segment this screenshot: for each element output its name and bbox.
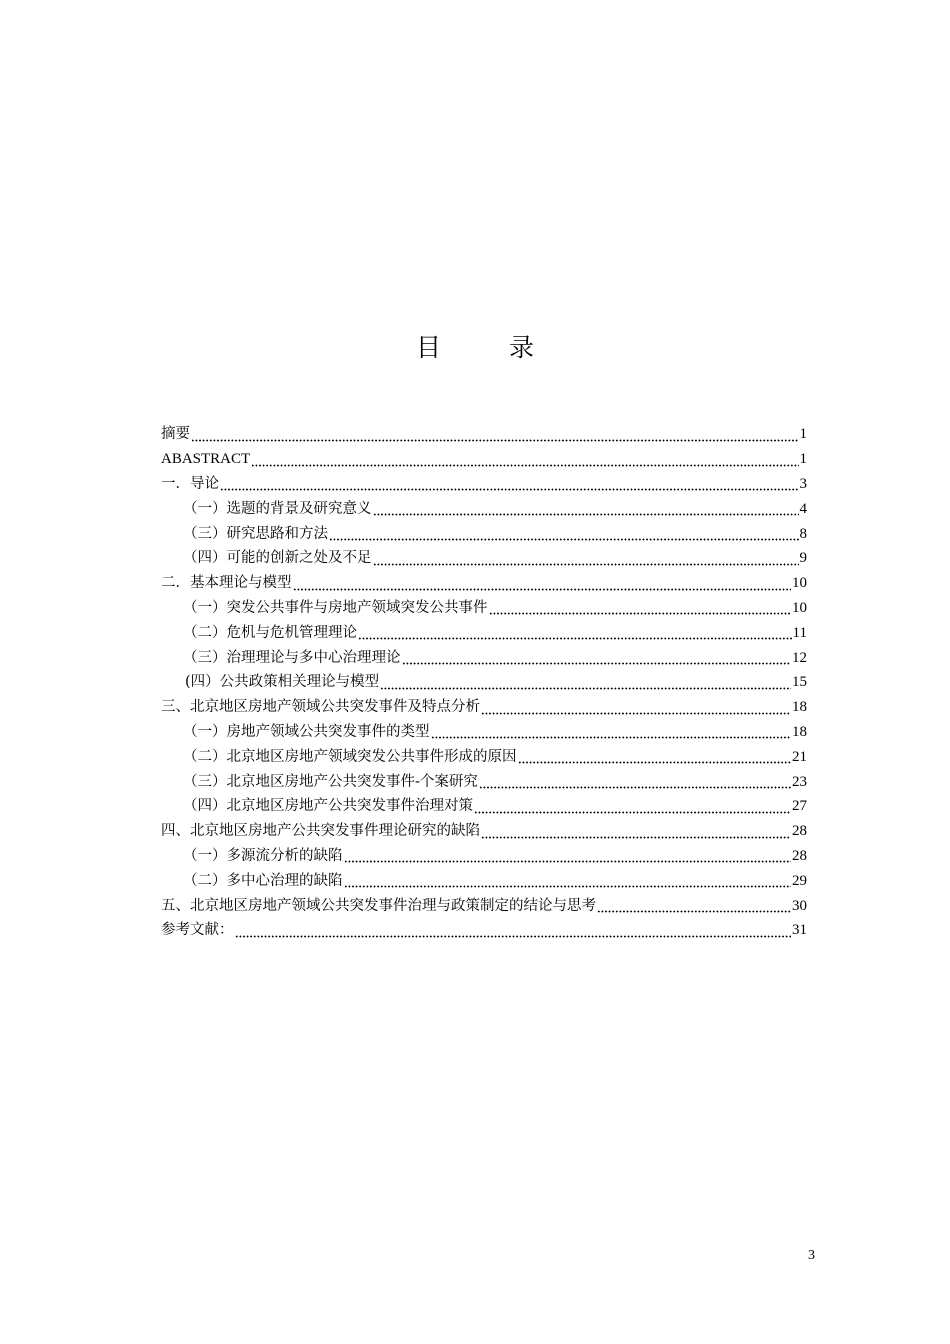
toc-entry[interactable]: [161, 868, 807, 893]
toc-entry-page: 11: [792, 624, 807, 641]
toc-entry-label: 四、北京地区房地产公共突发事件理论研究的缺陷: [161, 823, 480, 840]
toc-dot-leader: [358, 626, 792, 640]
toc-dot-leader: [402, 651, 792, 665]
toc-dot-leader: [431, 725, 792, 739]
toc-entry-label: 参考文献：: [161, 922, 234, 939]
toc-dot-leader: [220, 477, 799, 491]
toc-dot-leader: [518, 750, 792, 764]
toc-entry[interactable]: [161, 447, 807, 472]
toc-dot-leader: [373, 502, 799, 516]
toc-dot-leader: [235, 924, 792, 938]
toc-entry-page: 21: [792, 748, 807, 765]
toc-entry-page: 1: [799, 451, 807, 468]
toc-entry[interactable]: [161, 695, 807, 720]
toc-entry-page: 10: [792, 599, 807, 616]
toc-entry-page: 29: [792, 872, 807, 889]
toc-entry[interactable]: [161, 744, 807, 769]
toc-entry[interactable]: [161, 496, 807, 521]
toc-entry-label: 摘要: [161, 426, 190, 443]
toc-entry-label: （一）房地产领域公共突发事件的类型: [183, 723, 430, 740]
toc-dot-leader: [597, 899, 791, 913]
toc-entry-label: 五、北京地区房地产领域公共突发事件治理与政策制定的结论与思考: [161, 897, 596, 914]
table-of-contents: [161, 422, 807, 943]
toc-dot-leader: [344, 874, 792, 888]
toc-entry[interactable]: [161, 670, 807, 695]
toc-entry[interactable]: [161, 794, 807, 819]
toc-entry[interactable]: [161, 596, 807, 621]
toc-entry-label: 二．基本理论与模型: [161, 575, 292, 592]
toc-entry-label: （一）选题的背景及研究意义: [183, 500, 372, 517]
toc-entry-page: 10: [792, 575, 807, 592]
toc-entry[interactable]: [161, 769, 807, 794]
toc-entry-page: 3: [799, 475, 807, 492]
toc-entry-label: （三）治理理论与多中心治理理论: [183, 649, 401, 666]
toc-entry-page: 28: [792, 847, 807, 864]
page-title: 目 录: [416, 333, 564, 362]
toc-dot-leader: [293, 577, 792, 591]
toc-dot-leader: [481, 825, 791, 839]
toc-entry-page: 1: [799, 426, 807, 443]
toc-dot-leader: [481, 701, 791, 715]
toc-entry[interactable]: [161, 893, 807, 918]
page-number: 3: [808, 1248, 815, 1263]
toc-entry[interactable]: [161, 472, 807, 497]
toc-entry-label: （二）北京地区房地产领域突发公共事件形成的原因: [183, 748, 517, 765]
toc-entry-label: 三、北京地区房地产领域公共突发事件及特点分析: [161, 699, 480, 716]
toc-entry-label: (四）公共政策相关理论与模型: [185, 674, 380, 691]
toc-entry-page: 18: [792, 699, 807, 716]
toc-dot-leader: [489, 601, 792, 615]
toc-entry-page: 23: [792, 773, 807, 790]
toc-entry-label: （三）北京地区房地产公共突发事件-个案研究: [183, 773, 478, 790]
toc-entry[interactable]: [161, 422, 807, 447]
toc-entry-page: 4: [799, 500, 807, 517]
toc-dot-leader: [329, 527, 799, 541]
toc-entry-label: （二）多中心治理的缺陷: [183, 872, 343, 889]
toc-entry[interactable]: [161, 819, 807, 844]
toc-entry[interactable]: [161, 546, 807, 571]
toc-entry-label: （四）可能的创新之处及不足: [183, 550, 372, 567]
toc-dot-leader: [191, 428, 799, 442]
toc-entry[interactable]: [161, 571, 807, 596]
toc-entry-label: （四）北京地区房地产公共突发事件治理对策: [183, 798, 473, 815]
toc-dot-leader: [380, 676, 791, 690]
toc-entry-page: 8: [799, 525, 807, 542]
toc-entry[interactable]: [161, 521, 807, 546]
toc-dot-leader: [373, 552, 799, 566]
toc-entry-page: 27: [792, 798, 807, 815]
toc-entry-label: （一）多源流分析的缺陷: [183, 847, 343, 864]
toc-entry-page: 9: [799, 550, 807, 567]
toc-entry[interactable]: [161, 645, 807, 670]
toc-entry[interactable]: [161, 620, 807, 645]
toc-entry-label: （三）研究思路和方法: [183, 525, 328, 542]
toc-dot-leader: [251, 453, 798, 467]
toc-entry-page: 28: [792, 823, 807, 840]
toc-entry-label: 一．导论: [161, 475, 219, 492]
toc-dot-leader: [474, 800, 791, 814]
toc-entry-label: （一）突发公共事件与房地产领域突发公共事件: [183, 599, 488, 616]
toc-entry-page: 12: [792, 649, 807, 666]
toc-dot-leader: [344, 849, 792, 863]
toc-entry-label: ABASTRACT: [161, 451, 251, 468]
toc-dot-leader: [479, 775, 791, 789]
toc-entry-page: 31: [792, 922, 807, 939]
toc-entry-label: （二）危机与危机管理理论: [183, 624, 357, 641]
toc-entry[interactable]: [161, 844, 807, 869]
toc-entry[interactable]: [161, 918, 807, 943]
toc-entry[interactable]: [161, 720, 807, 745]
toc-entry-page: 15: [792, 674, 807, 691]
toc-entry-page: 18: [792, 723, 807, 740]
toc-entry-page: 30: [792, 897, 807, 914]
